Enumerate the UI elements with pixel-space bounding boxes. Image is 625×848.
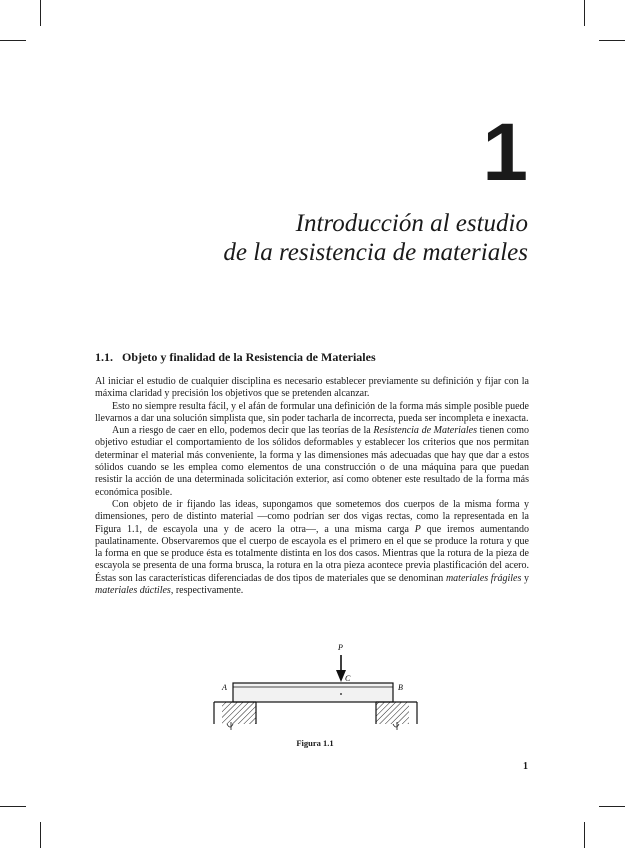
crop-mark — [584, 822, 585, 848]
chapter-number: 1 — [482, 107, 528, 198]
paragraph-3-emphasis: Resistencia de Materiales — [373, 425, 478, 437]
figure-caption: Figura 1.1 — [296, 738, 334, 748]
paragraph-2: Esto no siempre resulta fácil, y el afán de formular una definición de la forma más simple posible puede llevarnos a dar una solución simplista que, sin poder tacharla de incorrecta, pueda ser incompleta e inexacta. — [95, 400, 529, 424]
paragraph-3 — [95, 425, 529, 499]
page-number: 1 — [523, 761, 528, 772]
label-P: P — [338, 643, 343, 652]
crop-mark — [599, 806, 625, 807]
paragraph-4-text: , respectivamente. — [170, 585, 244, 597]
label-A: A — [222, 683, 227, 692]
chapter-title-line-1: Introducción al estudio — [295, 210, 528, 237]
section-title: Objeto y finalidad de la Resistencia de Materiales — [122, 350, 376, 364]
centroid-point — [340, 693, 342, 695]
figure-1-1 — [205, 638, 425, 758]
label-C: C — [345, 674, 351, 683]
crop-mark — [40, 0, 41, 26]
paragraph-3-text: Aun a riesgo de caer en ello, podemos decir que las teorías de la — [112, 425, 374, 437]
paragraph-4-emphasis: P — [414, 523, 421, 535]
paragraph-4-text: que iremos aumentando paulatinamente. Observaremos que el cuerpo de escayola es el primero en el que se produce la rotura y que la forma en que se produce ésta es totalmente distinta en los dos casos. Mientras que la rotura de la pieza de escayola se presenta de una forma brusca, la rotura en la otra pieza acontece previa plastificación del acero. Éstas son las características diferenciadas de dos tipos de materiales que se denominan — [95, 523, 530, 584]
paragraph-4 — [95, 499, 529, 597]
left-support — [222, 702, 256, 724]
beam — [233, 683, 393, 702]
crop-mark — [0, 40, 26, 41]
right-support — [376, 702, 409, 724]
crop-mark — [40, 822, 41, 848]
crop-mark — [584, 0, 585, 26]
beam-diagram — [205, 638, 425, 738]
paragraph-3-text: tienen como objetivo estudiar el comportamiento de los sólidos deformables y establecer los criterios que nos permitan determinar el material más conveniente, la forma y las dimensiones más adecuadas que hay que dar a estos sólidos cuando se les emplea como elementos de una construcción o de una máquina para que puedan resistir la acción de una determinada solicitación exterior, así como obtener este resultado de la forma más económica posible. — [95, 425, 529, 498]
paragraph-4-emphasis: materiales frágiles — [445, 572, 522, 584]
paragraph-1: Al iniciar el estudio de cualquier disciplina es necesario establecer previamente su definición y fijar con la máxima claridad y precisión los objetivos que se pretenden alcanzar. — [95, 376, 529, 400]
paragraph-4-text: y — [521, 572, 530, 584]
body-text — [95, 376, 529, 597]
chapter-title-line-2: de la resistencia de materiales — [223, 239, 528, 266]
section-number: 1.1. — [95, 350, 113, 364]
crop-mark — [599, 40, 625, 41]
section-heading — [95, 350, 535, 365]
crop-mark — [0, 806, 26, 807]
label-B: B — [398, 683, 403, 692]
paragraph-4-emphasis: materiales dúctiles — [95, 585, 171, 597]
chapter-title — [108, 209, 528, 267]
paragraph-4-text: Con objeto de ir fijando las ideas, supongamos que sometemos dos cuerpos de la misma forma y dimensiones, pero de distinto material —como podrían ser dos vigas rectas, como la representada en la Figura 1.1, de escayola una y de acero la otra—, a una misma carga — [95, 498, 529, 535]
